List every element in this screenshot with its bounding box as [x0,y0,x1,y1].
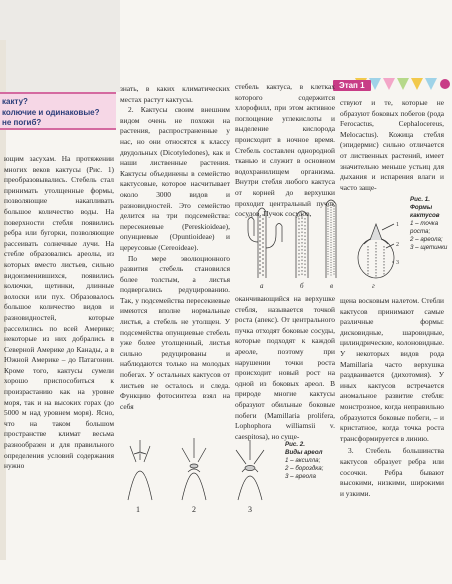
question-line-3: не погиб? [2,118,42,127]
text-column-1 [4,154,114,472]
question-line-1: какту? [2,97,28,106]
figure-2-number-1: 1 [136,505,140,514]
figure-1-label-b: б [300,282,304,290]
figure-1-subtitle: Формы кактусов [410,204,440,219]
figure-2-number-2: 2 [192,505,196,514]
figure-1-legend-2: 2 – ареола; [410,236,443,243]
figure-2-caption [285,441,340,481]
paragraph: знать, в каких климатических местах растут кактусы. [120,84,230,104]
text-column-4-bottom [340,296,444,499]
figure-2-legend-2: 2 – бороздка; [285,465,324,472]
paragraph: ствуют и те, которые не образуют боковых побегов (рода Ferocactus, Cephalocereus, Melocactus). Кожица стебля (эпидермис) сильно отличается от лиственных растений, имеет значительно меньше устьиц для дыхания и испарения влаги и часто заще- [340,98,444,192]
figure-1-label-g: г [372,282,375,290]
question-box [0,92,116,130]
paragraph: оканчивающийся на верхушке стебля, называется точкой роста (апекс). От центрального пучка отходят боковые сосуды, которые подходят к каждой ареоле, поэтому при нарушении точки роста происходит новый рост на одной из боковых ареол. В природе многие кактусы образуют обильные боковые побеги (Mamillaria prolifera, Lophophora williamsii v. caespitosa), но суще- [235,294,335,441]
areole-types-illustration [120,432,280,502]
figure-1-label-a: а [260,282,264,290]
figure-1-marker-2: 2 [396,242,399,248]
paragraph: стебель кактуса, в клетках которого содержится хлорофилл, при этом активное поглощение углекислоты и выделение кислорода происходит в ночное время. Стебель составлен однородной тканью и служит в основном водохранилищем организма. Внутри стебля любого кактуса от корней до верхушки проходит центральный пучок сосудов. Пучок сосудов, [235,82,335,219]
paragraph: 3. Стебель большинства кактусов образует ребра или сосочки. Ребра бывают высокими, низкими, широкими и узкими. [340,446,444,498]
section-badge: Этап 1 [333,80,371,91]
figure-1-marker-1: 1 [396,222,399,228]
text-column-2 [120,84,230,412]
figure-1-label-v: в [330,282,334,290]
question-line-2: колючие и одинаковые? [2,107,100,117]
text-column-4-top [340,98,444,193]
figure-1-caption [410,196,450,252]
paragraph: 2. Кактусы своим внешним видом очень не похожи на растения, распространенные у нас, но они относятся к классу двудольных (Dicotyledones), как и наши лиственные растения. Кактусы объединены в семейство кактусовые, которое насчитывает около 3000 видов и разновидностей. Это семейство делится на три подсемейства: пересекиевые (Pereskioideae), опунциевые (Opuntioideae) и цереусовые (Cereoideae). [120,105,230,252]
cactus-forms-illustration [236,192,406,280]
paragraph: ющим засухам. На протяжении многих веков кактусы (Рис. 1) преобразовывались. Стебель стал принимать утолщенные формы, позволяющие накапливать большое количество воды. На поверхности стебля появились ребра или бугорки, позволяющие рассеивать солнечные лучи. На стебле образовались ареолы, из которых вместо листьев, сильно видоизменившихся, появились колючки, щетинки, длинные волоски или пух. Образовалось большое количество видов и разновидностей, которые расселились по всей Америке; некоторые из них добрались в Северной Америке до Канады, а в Южной Америке – до Патагонии. Кроме того, кактусы сумели хорошо приспособиться к произрастанию как на уровне моря, так и на высоких горах (до 5000 м над уровнем моря). Ясно, что на таком большом пространстве климат весьма разнообразен и для правильного определения условий содержания нужно [4,154,114,471]
top-strip [0,0,120,92]
figure-2-legend-3: 3 – ареола [285,473,316,480]
figure-2-number-3: 3 [248,505,252,514]
paragraph: По мере эволюционного развития стебель становился более толстым, а листья подвергались редуцированию. Так, у подсемейства пересекиевые имеются вполне нормальные листья, а стебель не утолщен. У подсемейства опунциевые стебель уже более утолщенный, листья сильно редуцированы и наблюдаются только на молодых побегах. У остальных кактусов от листьев не осталось и следа. Функцию фотосинтеза взял на себя [120,253,230,411]
figure-2-subtitle: Виды ареол [285,449,323,456]
figure-2-title: Рис. 2. [285,441,305,448]
figure-2-legend-1: 1 – аксилла; [285,457,321,464]
figure-1-marker-3: 3 [396,260,399,266]
paragraph: щена восковым налетом. Стебли кактусов принимают самые различные формы: дисковидные, шаровидные, цилиндрические, колоновидные. У некоторых видов рода Mamillaria часто верхушка раздваивается (дихотомия). У иных кактусов встречается аномальное развитие стебля: монстрозное, когда неправильно образуются боковые побеги, – и кристатное, когда точка роста трансформируется в линию. [340,296,444,443]
figure-1-title: Рис. 1. [410,196,430,203]
figure-1-legend-3: 3 – щетинки [410,244,448,251]
figure-1-legend-1: 1 – точка роста; [410,220,439,235]
text-column-3-bottom [235,294,335,442]
